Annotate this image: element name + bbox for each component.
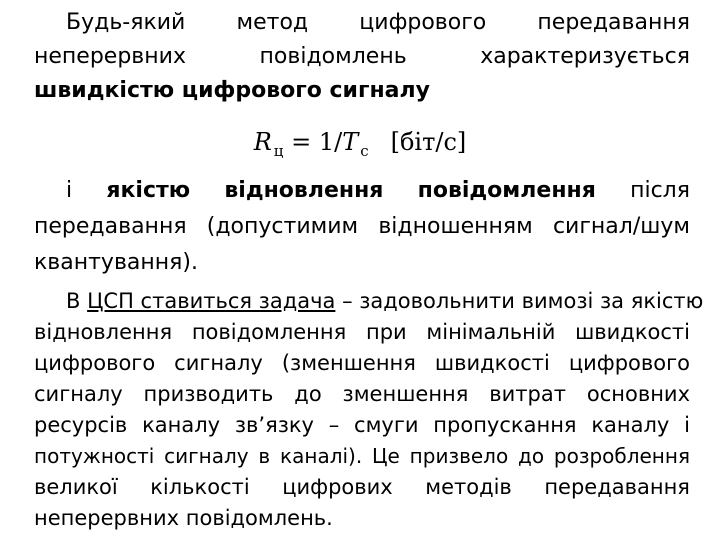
p2-line-3 [34, 250, 690, 276]
word: сигналу [174, 351, 263, 375]
word: швидкості [575, 320, 690, 344]
word: великої [34, 475, 118, 499]
p1-line-2 [34, 44, 690, 70]
word: цифрового [568, 351, 690, 375]
phrase: – задовольнити вимозі за якістю [342, 289, 704, 313]
word: витрат [489, 382, 566, 406]
p3-line-1 [66, 288, 704, 314]
word: неперервних [34, 44, 186, 69]
word: каналу [591, 413, 670, 437]
word: кількості [150, 475, 250, 499]
word: до [294, 382, 322, 406]
word: квантування). [34, 250, 198, 275]
word: при [365, 320, 407, 344]
formula-equals: = 1/ [283, 128, 343, 156]
word: (допустимим [206, 214, 359, 239]
word: передавання [537, 10, 690, 35]
word: передавання [34, 214, 187, 239]
word: Будь-який [66, 10, 186, 35]
p2-line-2 [34, 214, 690, 240]
p3-line-4 [34, 381, 690, 407]
p3-line-6 [34, 443, 690, 469]
word: пропускання [433, 413, 577, 437]
bold-word: якістю [106, 178, 191, 203]
bold-word: повідомлення [417, 178, 596, 203]
word: зв’язку [234, 413, 314, 437]
word: зменшення [342, 382, 469, 406]
word: сигналу [34, 382, 123, 406]
word: цифрового [34, 351, 156, 375]
word: до [518, 444, 545, 468]
word: в [258, 444, 271, 468]
bold-phrase: швидкістю цифрового сигналу [34, 78, 430, 103]
word: неперервних повідомлень. [34, 506, 333, 530]
word: розроблення [553, 444, 690, 468]
p2-line-1 [66, 178, 690, 204]
word: каналу [142, 413, 221, 437]
p3-line-5 [34, 412, 690, 438]
formula-lhs-subscript: ц [273, 142, 284, 160]
word: цифрових [282, 475, 393, 499]
formula-rhs-subscript: c [360, 142, 369, 160]
p3-line-7 [34, 474, 690, 500]
word: швидкості [434, 351, 550, 375]
formula-rhs: T [342, 128, 359, 156]
word: методів [425, 475, 512, 499]
word: відновлення [34, 320, 173, 344]
bold-word: відновлення [224, 178, 384, 203]
word: основних [586, 382, 690, 406]
p1-line-1 [66, 10, 690, 36]
word: призводить [143, 382, 274, 406]
p1-line-3 [34, 78, 690, 104]
word: потужності [34, 444, 155, 468]
p3-line-3 [34, 350, 690, 376]
formula-unit: [біт/с] [390, 128, 467, 156]
word: Це [372, 444, 400, 468]
word: сигналу [164, 444, 249, 468]
p3-line-8 [34, 505, 690, 531]
formula-lhs: R [253, 128, 272, 156]
word: метод [236, 10, 309, 35]
formula [0, 128, 720, 165]
word: характеризується [480, 44, 690, 69]
word: каналі). [280, 444, 363, 468]
word: (зменшення [281, 351, 416, 375]
word: і [66, 178, 73, 203]
word: передавання [544, 475, 690, 499]
word: сигнал/шум [552, 214, 690, 239]
word: мінімальній [426, 320, 556, 344]
p3-line-2 [34, 319, 690, 345]
word: призвело [409, 444, 509, 468]
word: – [328, 413, 340, 437]
word: ресурсів [34, 413, 128, 437]
word: повідомлень [259, 44, 407, 69]
word: повідомлення [191, 320, 347, 344]
word: відношенням [378, 214, 533, 239]
word: В [66, 289, 81, 313]
word: цифрового [359, 10, 487, 35]
word: смуги [354, 413, 419, 437]
word: і [684, 413, 690, 437]
underlined-phrase: ЦСП ставиться задача [87, 289, 336, 313]
word: після [630, 178, 690, 203]
